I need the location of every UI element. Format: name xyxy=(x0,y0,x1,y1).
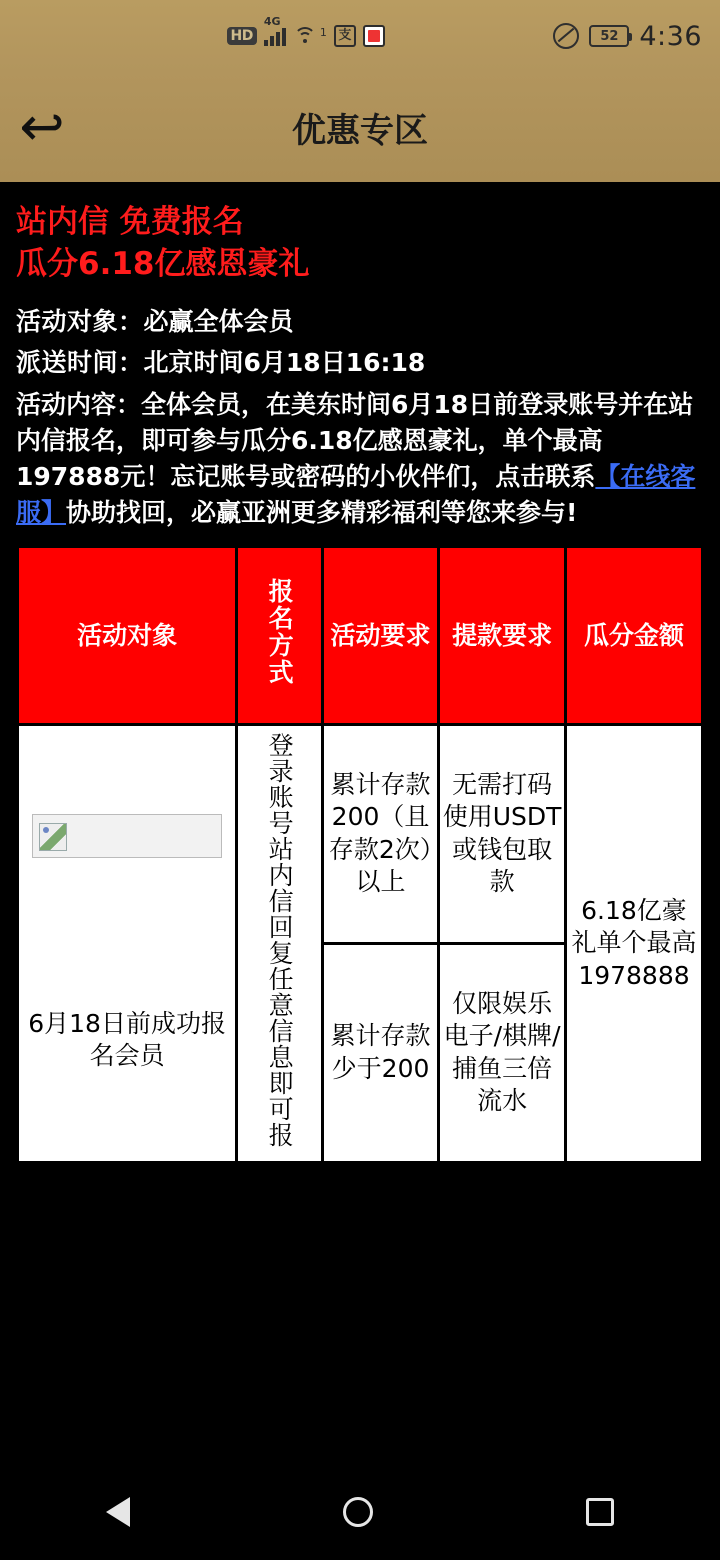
table-header-requirement xyxy=(322,546,438,724)
page-title: 优惠专区 xyxy=(292,110,428,151)
promo-row-time-label: 派送时间： xyxy=(16,348,144,378)
back-arrow-icon: ↩ xyxy=(19,95,65,158)
status-bar xyxy=(0,0,720,72)
promo-description-part1: 全体会员，在美东时间6月18日前登录账号并在站内信报名，即可参与瓜分6.18亿感恩豪礼，单个最高197888元！忘记账号或密码的小伙伴们，点击联系 xyxy=(16,389,694,491)
broken-image-icon xyxy=(32,814,222,858)
table-header-signup-label: 报名方式 xyxy=(265,577,295,686)
promo-description-label: 活动内容： xyxy=(16,389,142,419)
battery-icon xyxy=(589,25,629,47)
table-header-amount xyxy=(565,546,702,724)
promo-table xyxy=(16,545,704,1164)
promo-row-target-label: 活动对象： xyxy=(16,306,144,336)
table-cell-withdraw-1: 无需打码使用USDT或钱包取款 xyxy=(439,724,566,943)
table-cell-withdraw-2: 仅限娱乐电子/棋牌/捕鱼三倍流水 xyxy=(439,943,566,1162)
table-cell-object xyxy=(18,724,237,1162)
table-header-withdraw-label: 提款要求 xyxy=(452,620,553,650)
table-cell-signup-label: 登录账号站内信回复任意信息即可报 xyxy=(265,731,295,1148)
hd-icon: HD xyxy=(227,27,257,45)
promo-description xyxy=(16,387,704,531)
signal-bars-icon xyxy=(264,26,286,46)
promo-row-target-value: 必赢全体会员 xyxy=(143,306,294,336)
alipay-icon: 支 xyxy=(334,25,356,47)
back-button[interactable] xyxy=(0,95,84,158)
table-header-object xyxy=(18,546,237,724)
promo-title xyxy=(16,202,704,286)
table-cell-requirement-2: 累计存款少于200 xyxy=(322,943,438,1162)
promo-title-line-2: 瓜分6.18亿感恩豪礼 xyxy=(16,245,310,282)
table-header-signup xyxy=(237,546,323,724)
app-bar xyxy=(0,72,720,182)
table-cell-requirement-1: 累计存款200（且存款2次）以上 xyxy=(322,724,438,943)
status-bar-right-icons xyxy=(553,21,702,52)
nav-home-icon[interactable] xyxy=(343,1497,373,1527)
table-row xyxy=(18,724,703,943)
table-header-withdraw xyxy=(439,546,566,724)
table-header-object-label: 活动对象 xyxy=(77,620,178,650)
battery-level-label: 52 xyxy=(600,28,619,44)
promo-description-part2: 协助找回，必赢亚洲更多精彩福利等您来参与! xyxy=(66,497,578,527)
promo-row-target xyxy=(16,304,704,340)
status-bar-left-icons xyxy=(58,15,553,47)
promo-row-time-value: 北京时间6月18日16:18 xyxy=(143,348,426,378)
promo-row-time xyxy=(16,345,704,381)
nav-recents-icon[interactable] xyxy=(586,1498,614,1526)
mute-icon xyxy=(553,23,579,49)
table-cell-signup xyxy=(237,724,323,1162)
promo-content xyxy=(0,182,720,1464)
network-type-label: 4G xyxy=(263,15,281,28)
online-service-link[interactable]: 【在线客服】 xyxy=(16,461,696,527)
hotspot-icon xyxy=(293,25,317,47)
promo-title-line-1: 站内信 免费报名 xyxy=(16,204,244,240)
nav-back-icon[interactable] xyxy=(106,1497,130,1527)
cellular-signal-icon xyxy=(263,15,286,46)
table-cell-object-label: 6月18日前成功报名会员 xyxy=(28,1008,226,1071)
table-header-amount-label: 瓜分金额 xyxy=(583,620,684,650)
app-notification-icon xyxy=(363,25,385,47)
sim-indicator-label: 1 xyxy=(319,25,327,39)
table-cell-amount: 6.18亿豪礼单个最高1978888 xyxy=(565,724,702,1162)
table-header-row xyxy=(18,546,703,724)
table-header-requirement-label: 活动要求 xyxy=(330,620,431,650)
system-navigation-bar xyxy=(0,1464,720,1560)
clock-label: 4:36 xyxy=(639,20,702,52)
